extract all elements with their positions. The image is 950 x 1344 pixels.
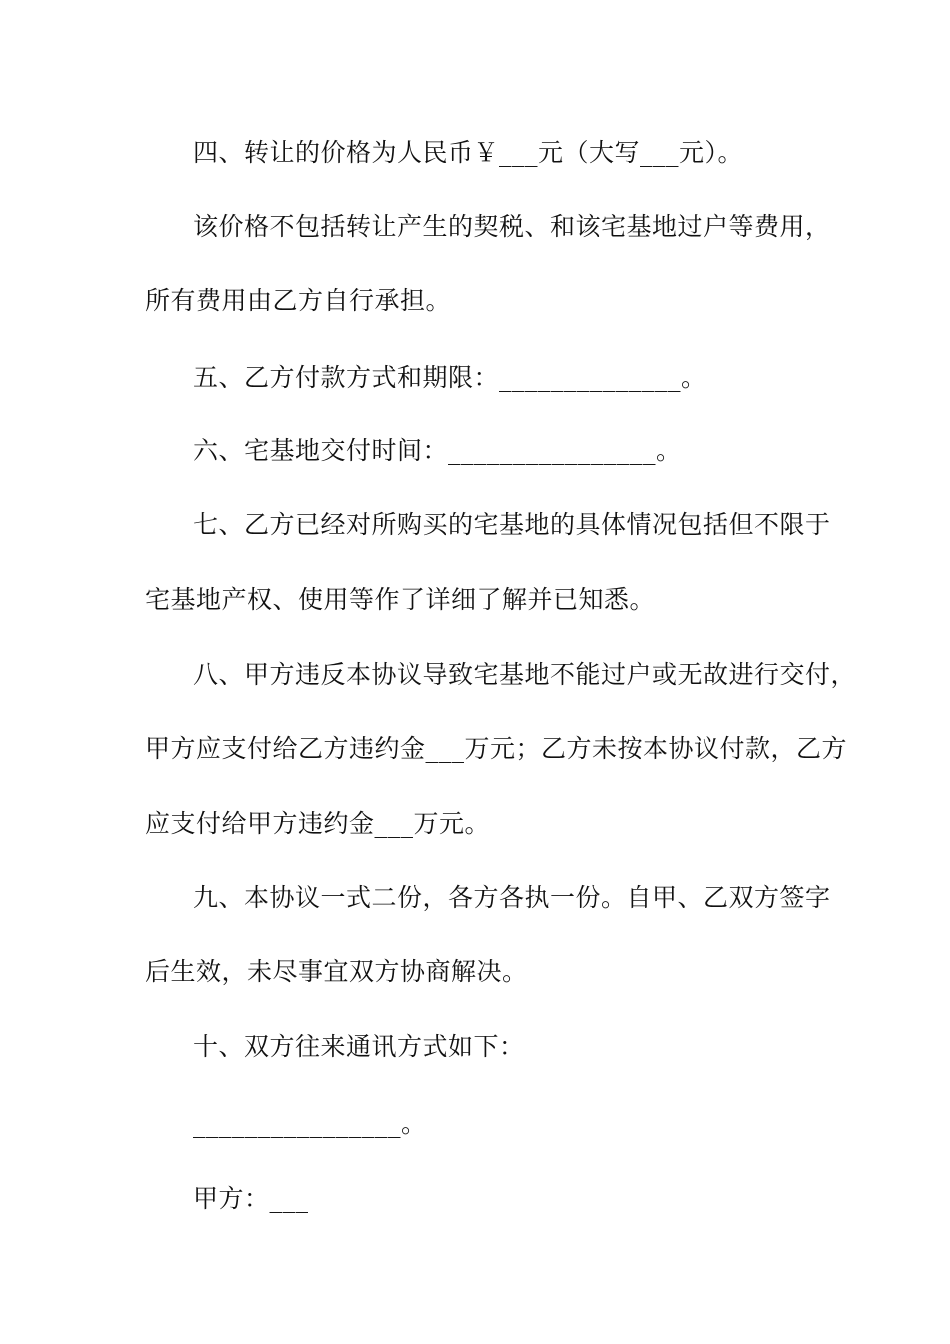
clause-8-line-3: 应支付给甲方违约金___万元。 <box>145 809 491 838</box>
clause-10-contact: 十、双方往来通讯方式如下： <box>193 1032 525 1061</box>
clause-9-line-2: 后生效，未尽事宜双方协商解决。 <box>145 957 528 986</box>
clause-7-line-1: 七、乙方已经对所购买的宅基地的具体情况包括但不限于 <box>193 510 831 539</box>
clause-5-payment: 五、乙方付款方式和期限：______________。 <box>193 363 707 392</box>
clause-8-line-1: 八、甲方违反本协议导致宅基地不能过户或无故进行交付， <box>193 660 857 689</box>
clause-4-note-line-2: 所有费用由乙方自行承担。 <box>145 286 452 315</box>
party-a-signature: 甲方：___ <box>193 1184 309 1213</box>
clause-6-delivery-time: 六、宅基地交付时间：________________。 <box>193 436 682 465</box>
contact-blank: ________________。 <box>193 1109 427 1138</box>
clause-4-price: 四、转让的价格为人民币￥___元（大写___元）。 <box>193 138 744 167</box>
clause-4-note-line-1: 该价格不包括转让产生的契税、和该宅基地过户等费用， <box>193 212 831 241</box>
clause-7-line-2: 宅基地产权、使用等作了详细了解并已知悉。 <box>145 585 656 614</box>
clause-9-line-1: 九、本协议一式二份，各方各执一份。自甲、乙双方签字 <box>193 883 831 912</box>
clause-8-line-2: 甲方应支付给乙方违约金___万元；乙方未按本协议付款，乙方 <box>145 734 848 763</box>
